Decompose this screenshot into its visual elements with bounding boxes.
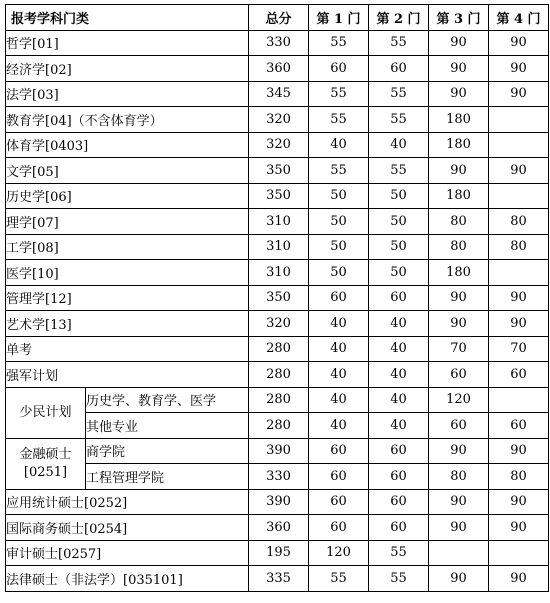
subject-2-cell: 60: [369, 489, 429, 515]
subject-4-cell: [489, 387, 549, 413]
subject-3-cell: 120: [429, 387, 489, 413]
header-subject-1: 第 1 门: [309, 5, 369, 31]
subject-3-cell: 90: [429, 158, 489, 184]
subject-4-cell: 90: [489, 489, 549, 515]
subject-4-cell: 90: [489, 311, 549, 337]
total-cell: 320: [249, 107, 309, 133]
category-cell: 理学[07]: [6, 209, 249, 235]
subject-3-cell: 90: [429, 515, 489, 541]
subject-3-cell: 80: [429, 209, 489, 235]
subject-4-cell: 60: [489, 362, 549, 388]
subject-1-cell: 50: [309, 183, 369, 209]
total-cell: 360: [249, 56, 309, 82]
subject-2-cell: 60: [369, 56, 429, 82]
table-row: [6, 438, 549, 464]
subject-2-cell: 60: [369, 464, 429, 490]
finance-master-code: [0251]: [23, 464, 68, 480]
subject-3-cell: 180: [429, 107, 489, 133]
table-row: [6, 107, 549, 133]
subject-1-cell: 60: [309, 438, 369, 464]
header-total: 总分: [249, 5, 309, 31]
total-cell: 310: [249, 234, 309, 260]
category-cell: 文学[05]: [6, 158, 249, 184]
subject-1-cell: 40: [309, 311, 369, 337]
subject-4-cell: 80: [489, 209, 549, 235]
total-cell: 320: [249, 311, 309, 337]
subject-4-cell: 90: [489, 158, 549, 184]
total-cell: 350: [249, 285, 309, 311]
subject-1-cell: 40: [309, 362, 369, 388]
subject-4-cell: 70: [489, 336, 549, 362]
subject-2-cell: 55: [369, 158, 429, 184]
category-cell: 哲学[01]: [6, 30, 249, 56]
subject-1-cell: 120: [309, 540, 369, 566]
total-cell: 280: [249, 362, 309, 388]
category-cell: 工学[08]: [6, 234, 249, 260]
subject-4-cell: 80: [489, 234, 549, 260]
total-cell: 195: [249, 540, 309, 566]
subject-3-cell: 90: [429, 489, 489, 515]
header-subject-3: 第 3 门: [429, 5, 489, 31]
subject-2-cell: 50: [369, 183, 429, 209]
category-cell: 体育学[0403]: [6, 132, 249, 158]
minority-plan-label: 少民计划: [6, 387, 86, 438]
subject-2-cell: 50: [369, 260, 429, 286]
category-cell: 法学[03]: [6, 81, 249, 107]
finance-master-name: 金融硕士: [19, 446, 72, 462]
subject-1-cell: 60: [309, 464, 369, 490]
subject-2-cell: 55: [369, 540, 429, 566]
category-cell: 艺术学[13]: [6, 311, 249, 337]
total-cell: 330: [249, 464, 309, 490]
table-row: [6, 285, 549, 311]
header-row: [6, 5, 549, 31]
subject-1-cell: 55: [309, 30, 369, 56]
subject-3-cell: 180: [429, 132, 489, 158]
subject-4-cell: 90: [489, 566, 549, 592]
total-cell: 280: [249, 336, 309, 362]
score-table: [5, 4, 549, 592]
subject-2-cell: 55: [369, 30, 429, 56]
subject-2-cell: 50: [369, 234, 429, 260]
table-row: [6, 209, 549, 235]
table-row: [6, 81, 549, 107]
total-cell: 280: [249, 387, 309, 413]
subject-3-cell: 70: [429, 336, 489, 362]
subject-1-cell: 55: [309, 158, 369, 184]
subject-3-cell: 90: [429, 285, 489, 311]
subject-2-cell: 55: [369, 81, 429, 107]
category-cell: 历史学[06]: [6, 183, 249, 209]
total-cell: 390: [249, 438, 309, 464]
subject-1-cell: 60: [309, 285, 369, 311]
subject-2-cell: 60: [369, 515, 429, 541]
subject-2-cell: 55: [369, 566, 429, 592]
total-cell: 335: [249, 566, 309, 592]
category-cell: 教育学[04]（不含体育学）: [6, 107, 249, 133]
category-cell: 国际商务硕士[0254]: [6, 515, 249, 541]
table-row: [6, 158, 549, 184]
subject-3-cell: 90: [429, 30, 489, 56]
subcategory-cell: 工程管理学院: [86, 464, 249, 490]
subject-4-cell: [489, 540, 549, 566]
subject-2-cell: 40: [369, 132, 429, 158]
category-cell: 管理学[12]: [6, 285, 249, 311]
subject-4-cell: 90: [489, 30, 549, 56]
table-row: [6, 515, 549, 541]
subject-3-cell: 90: [429, 311, 489, 337]
subject-2-cell: 40: [369, 362, 429, 388]
subject-3-cell: 180: [429, 260, 489, 286]
subject-1-cell: 55: [309, 566, 369, 592]
category-cell: 应用统计硕士[0252]: [6, 489, 249, 515]
subject-1-cell: 50: [309, 209, 369, 235]
table-row: [6, 56, 549, 82]
subject-1-cell: 60: [309, 515, 369, 541]
total-cell: 350: [249, 158, 309, 184]
table-row: [6, 234, 549, 260]
subject-3-cell: 60: [429, 362, 489, 388]
subject-4-cell: [489, 260, 549, 286]
subject-4-cell: 90: [489, 438, 549, 464]
subject-2-cell: 40: [369, 413, 429, 439]
subject-2-cell: 50: [369, 209, 429, 235]
header-subject-2: 第 2 门: [369, 5, 429, 31]
table-row: [6, 132, 549, 158]
subject-4-cell: 80: [489, 464, 549, 490]
subject-3-cell: 80: [429, 464, 489, 490]
subject-3-cell: 90: [429, 566, 489, 592]
table-row: [6, 183, 549, 209]
total-cell: 280: [249, 413, 309, 439]
table-row: [6, 413, 549, 439]
subject-1-cell: 60: [309, 489, 369, 515]
subject-4-cell: 90: [489, 56, 549, 82]
subcategory-cell: 历史学、教育学、医学: [86, 387, 249, 413]
table-row: [6, 387, 549, 413]
subject-1-cell: 55: [309, 81, 369, 107]
subject-4-cell: [489, 183, 549, 209]
subject-3-cell: 90: [429, 56, 489, 82]
table-row: [6, 489, 549, 515]
subject-1-cell: 50: [309, 234, 369, 260]
subject-1-cell: 50: [309, 260, 369, 286]
table-row: [6, 311, 549, 337]
subject-3-cell: 90: [429, 438, 489, 464]
total-cell: 310: [249, 260, 309, 286]
total-cell: 350: [249, 183, 309, 209]
subject-4-cell: [489, 107, 549, 133]
subject-1-cell: 40: [309, 387, 369, 413]
subcategory-cell: 其他专业: [86, 413, 249, 439]
subject-2-cell: 60: [369, 438, 429, 464]
category-cell: 单考: [6, 336, 249, 362]
total-cell: 320: [249, 132, 309, 158]
table-row: [6, 30, 549, 56]
subject-4-cell: [489, 132, 549, 158]
subject-1-cell: 55: [309, 107, 369, 133]
subject-1-cell: 40: [309, 336, 369, 362]
table-row: [6, 260, 549, 286]
header-subject-4: 第 4 门: [489, 5, 549, 31]
table-row: [6, 566, 549, 592]
table-row: [6, 336, 549, 362]
total-cell: 360: [249, 515, 309, 541]
subject-2-cell: 40: [369, 311, 429, 337]
subject-3-cell: 60: [429, 413, 489, 439]
subject-2-cell: 60: [369, 285, 429, 311]
subject-3-cell: 90: [429, 81, 489, 107]
table-row: [6, 464, 549, 490]
total-cell: 390: [249, 489, 309, 515]
subject-3-cell: 80: [429, 234, 489, 260]
table-row: [6, 362, 549, 388]
subject-2-cell: 40: [369, 336, 429, 362]
subject-4-cell: 60: [489, 413, 549, 439]
total-cell: 345: [249, 81, 309, 107]
category-cell: 经济学[02]: [6, 56, 249, 82]
subject-4-cell: 90: [489, 285, 549, 311]
category-cell: 医学[10]: [6, 260, 249, 286]
subject-4-cell: 90: [489, 515, 549, 541]
subject-1-cell: 40: [309, 132, 369, 158]
subcategory-cell: 商学院: [86, 438, 249, 464]
subject-3-cell: [429, 540, 489, 566]
subject-2-cell: 55: [369, 107, 429, 133]
table-row: [6, 540, 549, 566]
total-cell: 310: [249, 209, 309, 235]
finance-master-label: [6, 438, 86, 489]
category-cell: 法律硕士（非法学）[035101]: [6, 566, 249, 592]
category-cell: 审计硕士[0257]: [6, 540, 249, 566]
header-category: 报考学科门类: [6, 5, 249, 31]
subject-1-cell: 60: [309, 56, 369, 82]
subject-4-cell: 90: [489, 81, 549, 107]
total-cell: 330: [249, 30, 309, 56]
category-cell: 强军计划: [6, 362, 249, 388]
subject-2-cell: 40: [369, 387, 429, 413]
subject-3-cell: 180: [429, 183, 489, 209]
subject-1-cell: 40: [309, 413, 369, 439]
